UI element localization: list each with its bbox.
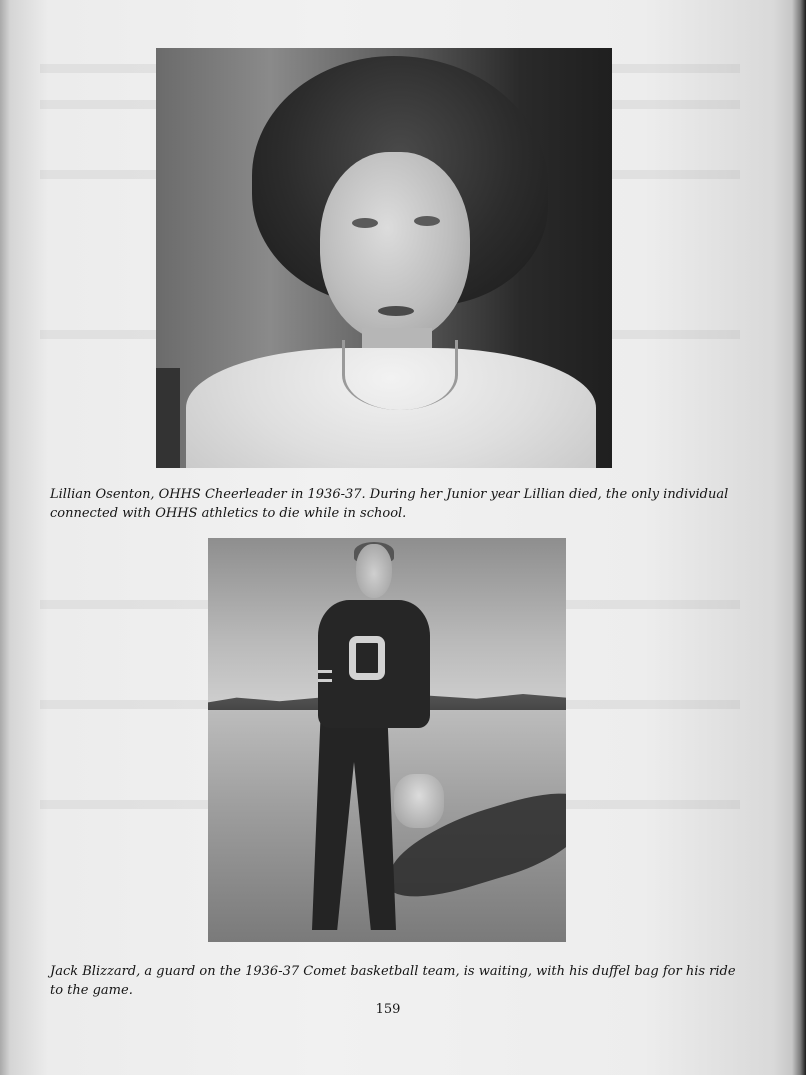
left-eye: [352, 218, 378, 228]
mouth: [378, 306, 414, 316]
right-eye: [414, 216, 440, 226]
head: [356, 544, 392, 598]
photo-edge-shadow: [156, 368, 180, 468]
collar: [342, 340, 458, 410]
duffel-bag: [394, 774, 444, 828]
page-edge-shadow: [792, 0, 806, 1075]
jack-blizzard-photo: [208, 538, 566, 942]
photo-caption: Lillian Osenton, OHHS Cheerleader in 1936-37. During her Junior year Lillian died, the only individual connected with OHHS athletics to die while in school.: [50, 487, 729, 521]
photo-caption: Jack Blizzard, a guard on the 1936-37 Comet basketball team, is waiting, with his duffel bag for his ride to the game.: [50, 964, 736, 998]
sleeve-stripes: [318, 670, 332, 682]
page-number: 159: [375, 1002, 401, 1017]
lillian-osenton-photo: [156, 48, 612, 468]
binding-shadow: [0, 0, 10, 1075]
sweater-letter-o: [349, 636, 385, 680]
